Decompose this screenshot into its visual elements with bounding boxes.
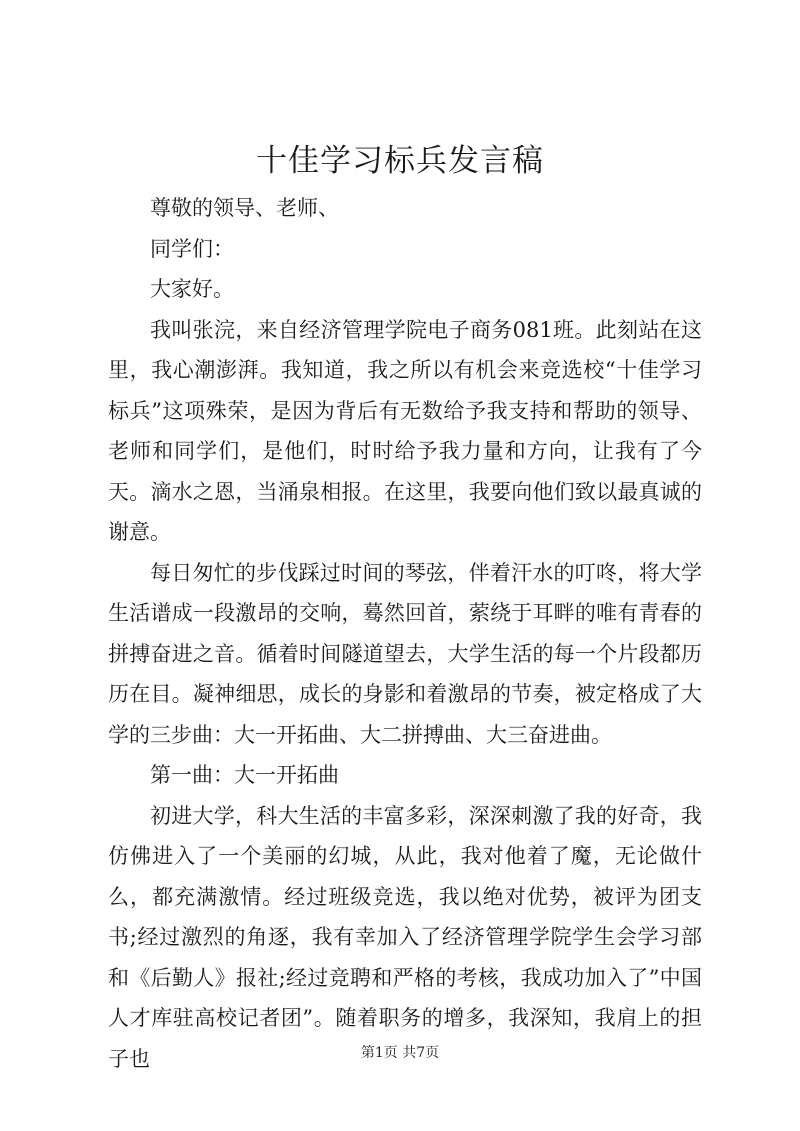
document-body: [108, 188, 702, 1079]
document-title: 十佳学习标兵发言稿: [256, 143, 544, 179]
paragraph-salutation-2: 同学们：: [150, 236, 234, 261]
paragraph-greeting: 大家好。: [150, 277, 234, 301]
paragraph-first-year: 初进大学，科大生活的丰富多彩，深深刺激了我的好奇，我仿佛进入了一个美丽的幻城，从此，我对他着了魔，无论做什么，都充满激情。经过班级竞选，我以绝对优势，被评为团支书;经过激烈的角逐，我有幸加入了经济管理学院学生会学习部和《后勤人》报社;经过竞聘和严格的考核，我成功加入了”中国人才库驻高校记者团”。随着职务的增多，我深知，我肩上的担子也: [108, 803, 702, 1071]
paragraph-reflection: 每日匆忙的步伐踩过时间的琴弦，伴着汗水的叮咚，将大学生活谱成一段激昂的交响，蓦然回首，萦绕于耳畔的唯有青春的拼搏奋进之音。循着时间隧道望去，大学生活的每一个片段都历历在目。凝神细思，成长的身影和着激昂的节奏，被定格成了大学的三步曲：大一开拓曲、大二拼搏曲、大三奋进曲。: [108, 560, 702, 747]
section-heading-first: 第一曲：大一开拓曲: [150, 763, 339, 787]
paragraph-introduction: 我叫张浣，来自经济管理学院电子商务081班。此刻站在这里，我心潮澎湃。我知道，我之所以有机会来竞选校“十佳学习标兵”这项殊荣，是因为背后有无数给予我支持和帮助的领导、老师和同学们，是他们，时时给予我力量和方向，让我有了今天。滴水之恩，当涌泉相报。在这里，我要向他们致以最真诚的谢意。: [108, 317, 702, 544]
paragraph-salutation-1: 尊敬的领导、老师、: [150, 196, 339, 220]
page-footer: 第1页 共7页: [360, 1045, 440, 1061]
